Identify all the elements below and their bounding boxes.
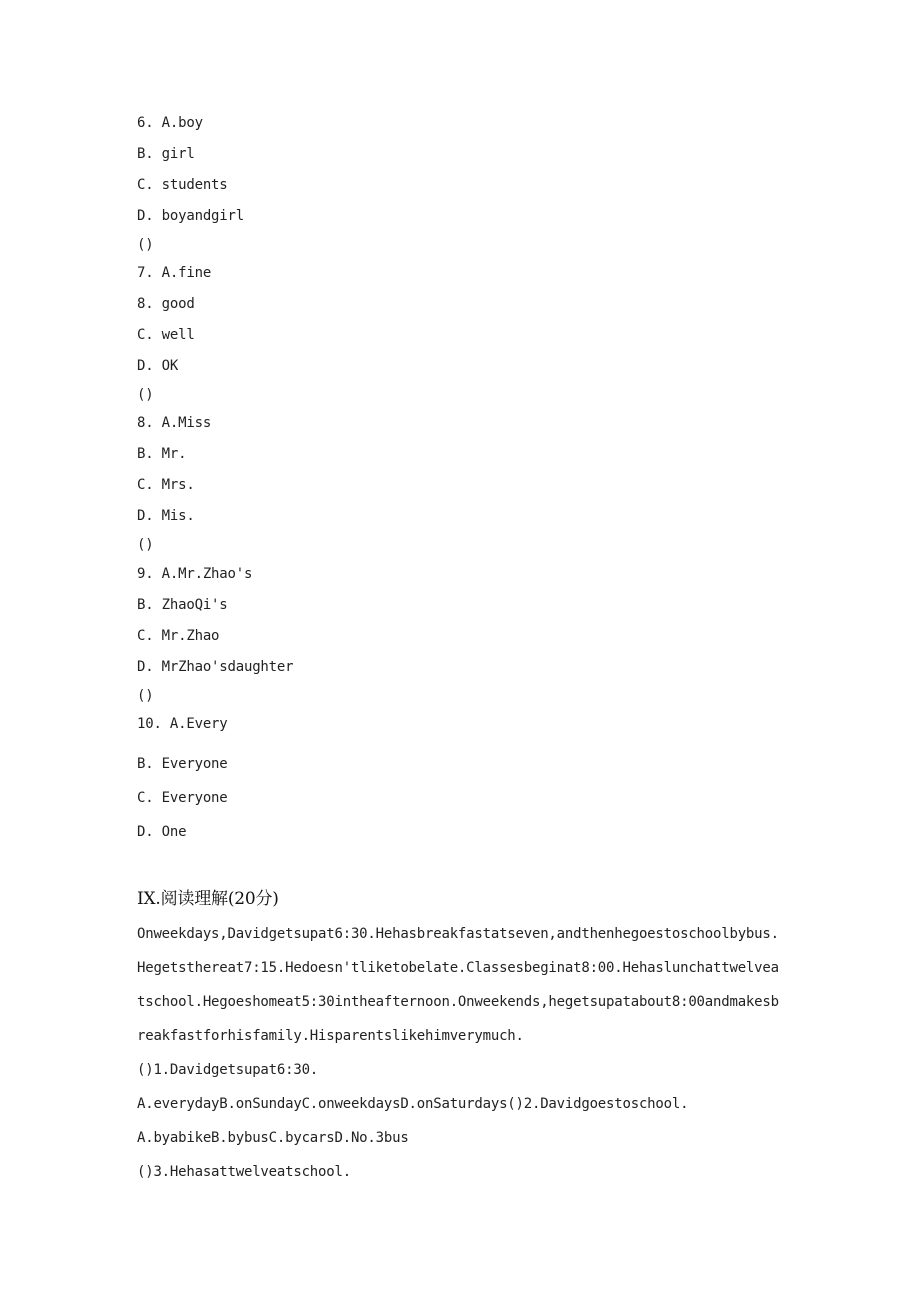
- reading-question-3: ()3.Hehasattwelveatschool.: [137, 1164, 351, 1180]
- question-8-option-c: C. Mrs.: [137, 477, 195, 493]
- reading-question-1-options: A.everydayB.onSundayC.onweekdaysD.onSaturdays()2.Davidgoestoschool.: [137, 1096, 689, 1112]
- passage-line-1: Onweekdays,Davidgetsupat6:30.Hehasbreakfastatseven,andthenhegoestoschoolbybus.: [137, 926, 779, 942]
- question-9-option-d: D. MrZhao'sdaughter: [137, 659, 294, 675]
- question-6-option-b: B. girl: [137, 146, 195, 162]
- question-9-option-b: B. ZhaoQi's: [137, 597, 228, 613]
- question-6-option-c: C. students: [137, 177, 228, 193]
- question-6-prompt: 6. A.boy: [137, 115, 203, 131]
- question-7-option-c: C. well: [137, 327, 195, 343]
- section-heading: IX.阅读理解(20分): [137, 889, 279, 909]
- question-6-option-d: D. boyandgirl: [137, 208, 244, 224]
- passage-line-3: tschool.Hegoeshomeat5:30intheafternoon.Onweekends,hegetsupatabout8:00andmakesb: [137, 994, 779, 1010]
- question-7-option-b: 8. good: [137, 296, 195, 312]
- question-7-option-d: D. OK: [137, 358, 179, 374]
- question-10-option-c: C. Everyone: [137, 790, 228, 806]
- question-8-option-d: D. Mis.: [137, 508, 195, 524]
- question-7-prompt: 7. A.fine: [137, 265, 212, 281]
- question-6-answer-blank: (): [137, 237, 154, 253]
- question-8-option-b: B. Mr.: [137, 446, 187, 462]
- reading-question-1: ()1.Davidgetsupat6:30.: [137, 1062, 319, 1078]
- question-9-option-c: C. Mr.Zhao: [137, 628, 220, 644]
- question-8-prompt: 8. A.Miss: [137, 415, 212, 431]
- passage-line-4: reakfastforhisfamily.Hisparentslikehimverymuch.: [137, 1028, 524, 1044]
- question-10-prompt: 10. A.Every: [137, 716, 228, 732]
- question-8-answer-blank: (): [137, 537, 154, 553]
- question-7-answer-blank: (): [137, 387, 154, 403]
- passage-line-2: Hegetsthereat7:15.Hedoesn'tliketobelate.Classesbeginat8:00.Hehaslunchattwelvea: [137, 960, 779, 976]
- question-9-prompt: 9. A.Mr.Zhao's: [137, 566, 253, 582]
- question-9-answer-blank: (): [137, 688, 154, 704]
- question-10-option-b: B. Everyone: [137, 756, 228, 772]
- reading-question-2-options: A.byabikeB.bybusC.bycarsD.No.3bus: [137, 1130, 409, 1146]
- question-10-option-d: D. One: [137, 824, 187, 840]
